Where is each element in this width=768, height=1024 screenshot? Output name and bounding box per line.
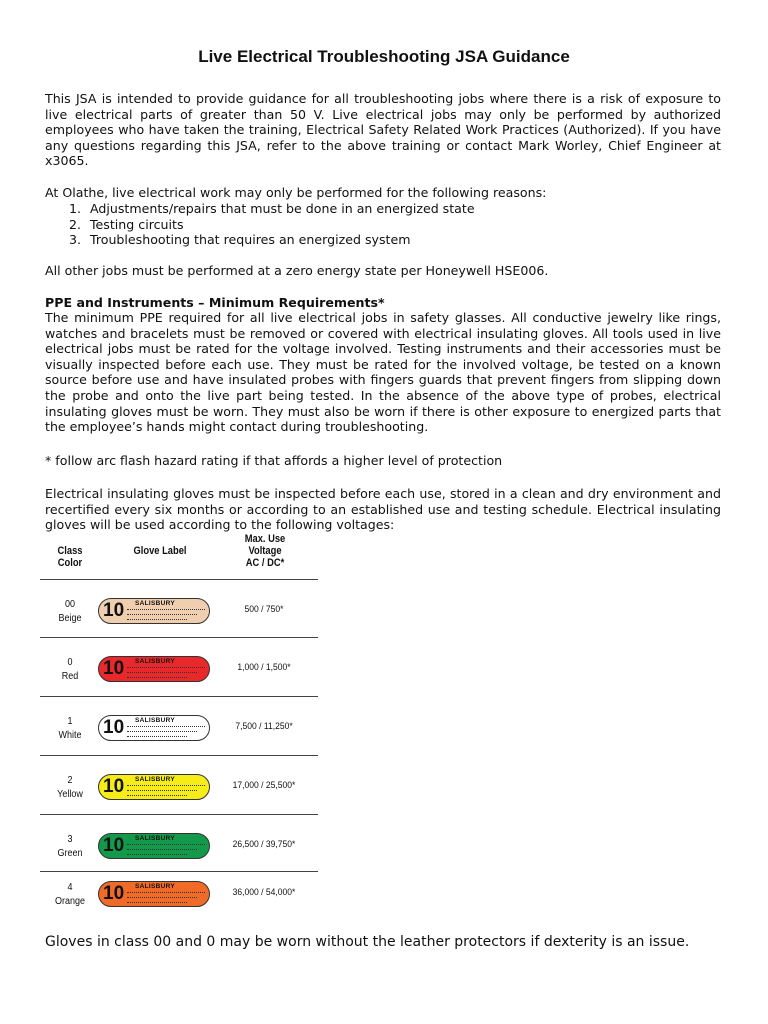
glove-class-table	[40, 533, 318, 913]
class-color: Red	[61, 671, 79, 682]
class-number: 00	[64, 599, 76, 610]
intro-paragraph: This JSA is intended to provide guidance for all troubleshooting jobs where there is a risk of exposure to live electrical parts of greater than 50 V. Live electrical jobs may only be performed by authorized employees who have taken the training, Electrical Safety Related Work Practices (Authorized). If you have any questions regarding this JSA, refer to the above training or contact Mark Worley, Chief Engineer at x3065.	[45, 91, 721, 169]
class-color: White	[58, 730, 82, 741]
header-max-voltage: Max. Use Voltage AC / DC*	[244, 533, 286, 569]
max-voltage: 36,000 / 54,000*	[232, 887, 296, 898]
final-note: Gloves in class 00 and 0 may be worn without the leather protectors if dexterity is an issue.	[45, 934, 690, 950]
list-item: 2. Testing circuits	[69, 216, 184, 232]
class-number: 3	[67, 834, 73, 845]
table-row	[40, 590, 318, 648]
divider	[40, 696, 318, 697]
divider	[40, 579, 318, 580]
max-voltage: 26,500 / 39,750*	[232, 839, 296, 850]
glove-label-icon: 10 SALISBURY	[98, 774, 210, 800]
header-glove-label: Glove Label	[133, 545, 187, 557]
glove-label-icon: 10 SALISBURY	[98, 715, 210, 741]
class-number: 2	[67, 775, 73, 786]
glove-label-icon: 10 SALISBURY	[98, 656, 210, 682]
class-number: 0	[67, 657, 73, 668]
class-color: Beige	[58, 613, 82, 624]
glove-label-icon: 10 SALISBURY	[98, 881, 210, 907]
divider	[40, 755, 318, 756]
reasons-intro: At Olathe, live electrical work may only be performed for the following reasons:	[45, 185, 547, 200]
class-color: Orange	[54, 896, 86, 907]
max-voltage: 1,000 / 1,500*	[237, 662, 291, 673]
divider	[40, 637, 318, 638]
class-color: Green	[57, 848, 83, 859]
arc-flash-footnote: * follow arc flash hazard rating if that affords a higher level of protection	[45, 453, 503, 468]
ppe-paragraph: The minimum PPE required for all live electrical jobs in safety glasses. All conductive jewelry like rings, watches and bracelets must be removed or covered with electrical insulating gloves. All tools used in live electrical jobs must be rated for the voltage involved. Testing instruments and their accessories must be visually inspected before each use. They must be rated for the involved voltage, be tested on a known source before use and have insulated probes with fingers guards that prevent fingers from slipping down the probe and onto the live part being tested. In the absence of the above type of probes, electrical insulating gloves must be worn. They must also be worn if there is other exposure to energized parts that the employee’s hands might contact during troubleshooting.	[45, 310, 721, 435]
table-row	[40, 873, 318, 931]
header-class-color: Class Color	[57, 545, 83, 569]
glove-label-icon: 10 SALISBURY	[98, 833, 210, 859]
class-color: Yellow	[57, 789, 83, 800]
zero-energy-note: All other jobs must be performed at a zero energy state per Honeywell HSE006.	[45, 263, 549, 278]
max-voltage: 17,000 / 25,500*	[232, 780, 296, 791]
class-number: 1	[67, 716, 73, 727]
glove-label-icon: 10 SALISBURY	[98, 598, 210, 624]
table-row	[40, 648, 318, 706]
list-item: 3. Troubleshooting that requires an energized system	[69, 232, 411, 248]
reasons-list	[45, 201, 721, 248]
gloves-paragraph: Electrical insulating gloves must be inspected before each use, stored in a clean and dry environment and recertified every six months or according to an established use and testing schedule. Electrical insulating gloves will be used according to the following voltages:	[45, 486, 721, 533]
list-item: 1. Adjustments/repairs that must be done in an energized state	[69, 201, 475, 216]
class-number: 4	[67, 882, 73, 893]
divider	[40, 871, 318, 872]
page-title: Live Electrical Troubleshooting JSA Guidance	[198, 47, 570, 66]
ppe-heading: PPE and Instruments – Minimum Requirements*	[45, 295, 385, 310]
table-row	[40, 707, 318, 765]
max-voltage: 7,500 / 11,250*	[235, 721, 293, 732]
max-voltage: 500 / 750*	[244, 604, 284, 615]
divider	[40, 814, 318, 815]
table-row	[40, 766, 318, 824]
